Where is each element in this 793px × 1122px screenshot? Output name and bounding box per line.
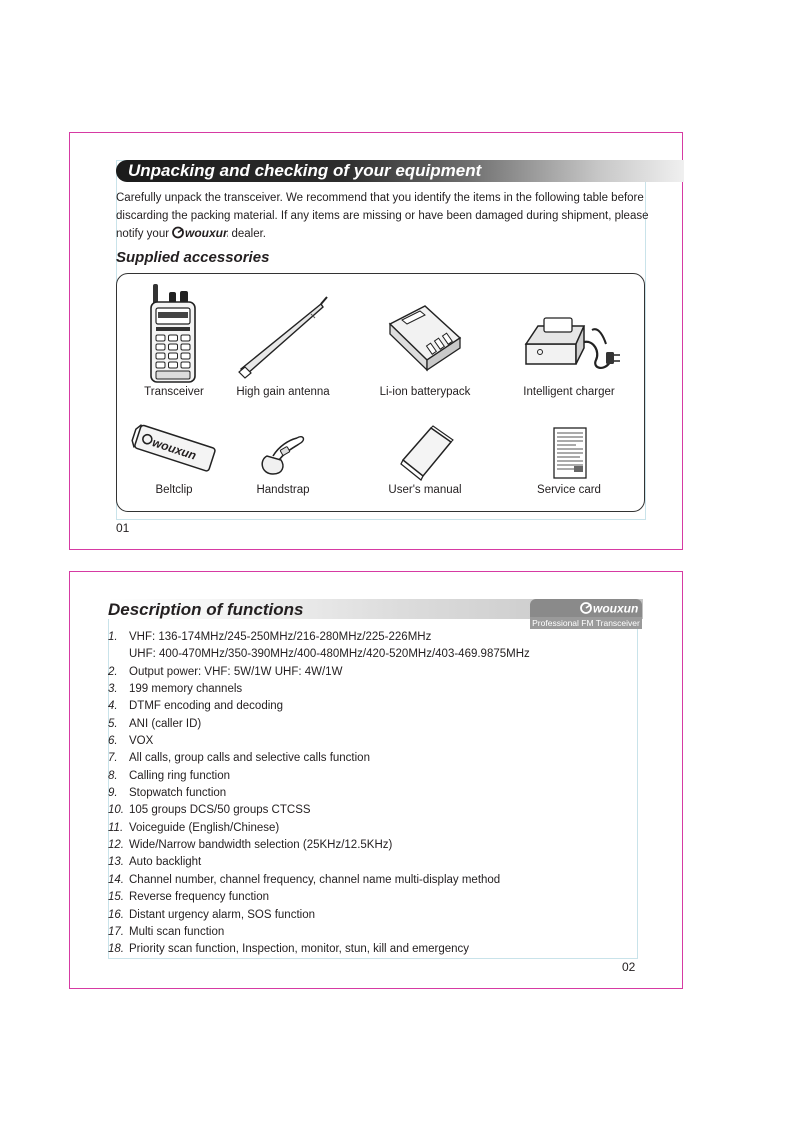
function-number: 7. bbox=[108, 752, 118, 765]
function-number: 9. bbox=[108, 787, 118, 800]
function-number: 14. bbox=[108, 873, 124, 886]
function-number: 16. bbox=[108, 908, 124, 921]
function-number: 1. bbox=[108, 631, 118, 643]
function-item bbox=[108, 716, 530, 733]
function-text: Channel number, channel frequency, channel name multi-display method bbox=[129, 873, 501, 886]
function-item bbox=[108, 872, 530, 889]
function-number: 18. bbox=[108, 943, 124, 956]
page-title: Unpacking and checking of your equipment bbox=[128, 161, 482, 180]
function-text: Calling ring function bbox=[129, 769, 231, 782]
function-number: 17. bbox=[108, 925, 124, 938]
accessory-label: Beltclip bbox=[155, 484, 193, 496]
accessory-label: Intelligent charger bbox=[523, 386, 615, 398]
function-item bbox=[108, 768, 530, 785]
function-text: Distant urgency alarm, SOS function bbox=[129, 908, 315, 921]
handstrap-icon bbox=[223, 420, 343, 482]
function-text: UHF: 400-470MHz/350-390MHz/400-480MHz/420-520MHz/403-469.9875MHz bbox=[129, 648, 530, 661]
section-title: Supplied accessories bbox=[116, 249, 270, 266]
function-text: 199 memory channels bbox=[129, 683, 243, 696]
accessory-label: User's manual bbox=[388, 484, 462, 496]
svg-text:wouxun: wouxun bbox=[185, 226, 229, 239]
function-text: ANI (caller ID) bbox=[129, 717, 202, 730]
function-number: 15. bbox=[108, 891, 124, 904]
function-item bbox=[108, 750, 530, 767]
function-text: Multi scan function bbox=[129, 925, 225, 938]
function-item bbox=[108, 733, 530, 750]
function-item bbox=[108, 802, 530, 819]
function-text: Priority scan function, Inspection, monitor, stun, kill and emergency bbox=[129, 943, 470, 956]
function-text: Wide/Narrow bandwidth selection (25KHz/12.5KHz) bbox=[129, 839, 393, 852]
function-text: 105 groups DCS/50 groups CTCSS bbox=[129, 804, 311, 817]
manual-icon bbox=[375, 420, 475, 482]
section-banner bbox=[116, 160, 684, 182]
function-item bbox=[108, 629, 530, 646]
function-text: Output power: VHF: 5W/1W UHF: 4W/1W bbox=[129, 665, 343, 678]
functions-list bbox=[108, 629, 530, 959]
service-card-icon bbox=[514, 420, 624, 482]
accessory-item bbox=[217, 420, 349, 496]
function-number: 8. bbox=[108, 769, 118, 782]
accessory-item bbox=[359, 282, 491, 398]
function-item bbox=[108, 646, 530, 663]
page-number: 01 bbox=[116, 521, 130, 535]
battery-pack-icon bbox=[375, 282, 475, 384]
function-number: 4. bbox=[108, 700, 118, 713]
function-text: VOX bbox=[129, 735, 154, 748]
function-text: Voiceguide (English/Chinese) bbox=[129, 821, 280, 834]
function-item bbox=[108, 889, 530, 906]
function-item bbox=[108, 907, 530, 924]
function-number: 13. bbox=[108, 856, 124, 869]
svg-text:wouxun: wouxun bbox=[150, 435, 199, 463]
function-item bbox=[108, 664, 530, 681]
function-number: 11. bbox=[108, 821, 124, 834]
svg-text:wouxun: wouxun bbox=[593, 601, 639, 616]
accessory-label: Li-ion batterypack bbox=[379, 386, 471, 398]
function-number: 12. bbox=[108, 839, 124, 852]
manual-page-01 bbox=[69, 132, 683, 550]
function-item bbox=[108, 698, 530, 715]
accessory-item bbox=[503, 420, 635, 496]
accessory-label: High gain antenna bbox=[236, 386, 330, 398]
accessory-label: Handstrap bbox=[256, 484, 310, 496]
page-title: Description of functions bbox=[108, 600, 304, 619]
function-item bbox=[108, 924, 530, 941]
intro-text: Carefully unpack the transceiver. We recommend that you identify the items in the following table before discarding the packing material. If any items are missing or have been damaged during shipment, please notify your bbox=[116, 192, 649, 240]
page-number: 02 bbox=[622, 960, 636, 974]
function-text: Stopwatch function bbox=[129, 787, 227, 800]
function-number: 2. bbox=[108, 665, 118, 678]
transceiver-icon bbox=[129, 282, 219, 384]
manual-page-02 bbox=[69, 571, 683, 989]
accessory-label: Service card bbox=[537, 484, 601, 496]
function-text: Reverse frequency function bbox=[129, 891, 269, 904]
intro-paragraph bbox=[116, 189, 651, 245]
function-text: VHF: 136-174MHz/245-250MHz/216-280MHz/225-226MHz bbox=[129, 631, 432, 643]
accessory-item bbox=[359, 420, 491, 496]
function-item bbox=[108, 854, 530, 871]
accessories-panel bbox=[116, 273, 645, 512]
function-number: 6. bbox=[108, 735, 118, 748]
function-text: All calls, group calls and selective calls function bbox=[129, 752, 370, 765]
beltclip-icon bbox=[129, 420, 219, 482]
function-item bbox=[108, 785, 530, 802]
intro-text-end: dealer. bbox=[231, 228, 266, 240]
function-item bbox=[108, 837, 530, 854]
function-number: 5. bbox=[108, 717, 118, 730]
function-number: 10. bbox=[108, 804, 124, 817]
accessory-label: Transceiver bbox=[144, 386, 204, 398]
charger-icon bbox=[514, 282, 624, 384]
brand-tagline: Professional FM Transceiver bbox=[530, 617, 642, 629]
wouxun-logo-icon bbox=[172, 226, 228, 245]
function-text: DTMF encoding and decoding bbox=[129, 700, 284, 713]
antenna-icon bbox=[223, 282, 343, 384]
brand-tab bbox=[530, 599, 642, 629]
function-item bbox=[108, 941, 530, 958]
accessory-item bbox=[503, 282, 635, 398]
function-number: 3. bbox=[108, 683, 118, 696]
function-item bbox=[108, 681, 530, 698]
function-item bbox=[108, 820, 530, 837]
function-text: Auto backlight bbox=[129, 856, 202, 869]
wouxun-logo-icon bbox=[530, 599, 642, 617]
accessory-item bbox=[217, 282, 349, 398]
